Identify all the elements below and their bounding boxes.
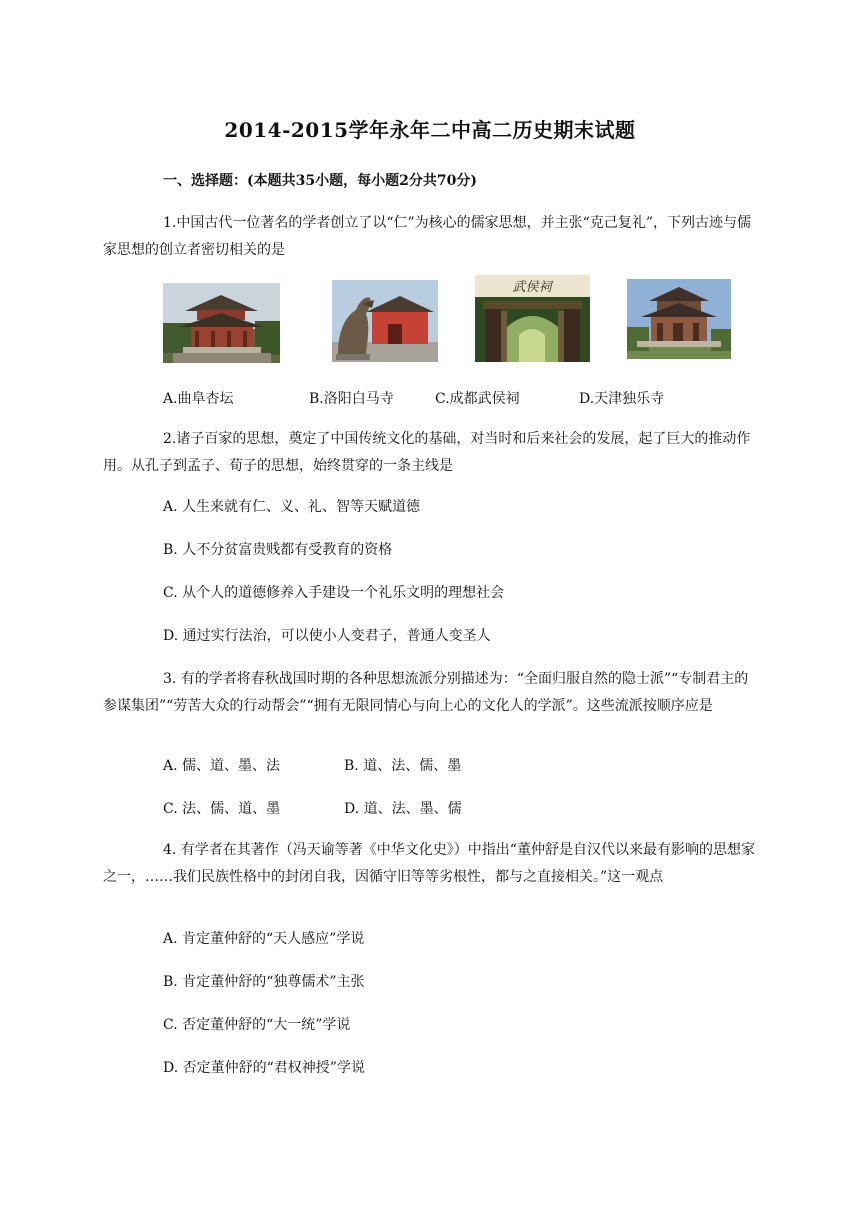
dule-temple-photo xyxy=(627,279,731,359)
q4-option-b[interactable]: B. 肯定董仲舒的“独尊儒术”主张 xyxy=(163,974,365,990)
question-4-stem: 4. 有学者在其著作（冯天谕等著《中华文化史》）中指出“董仲舒是自汉代以来最有影响的思想家之一，……我们民族性格中的封闭自我，因循守旧等等劣根性，都与之直接相关。”这一观点 xyxy=(103,842,755,885)
q2-option-c[interactable]: C. 从个人的道德修养入手建设一个礼乐文明的理想社会 xyxy=(163,585,505,601)
q2-option-b[interactable]: B. 人不分贫富贵贱都有受教育的资格 xyxy=(163,542,393,558)
option-b[interactable]: B.洛阳白马寺 xyxy=(309,391,394,407)
section-heading: 一、选择题：(本题共35小题，每小题2分共70分) xyxy=(163,173,477,189)
q2-option-d[interactable]: D. 通过实行法治，可以使小人变君子，普通人变圣人 xyxy=(163,628,491,644)
question-1-images xyxy=(0,275,860,365)
q3-option-d[interactable]: D. 道、法、墨、儒 xyxy=(344,801,462,817)
q3-options-row-2 xyxy=(163,798,462,818)
option-c[interactable]: C.成都武侯祠 xyxy=(435,391,520,407)
question-2-stem: 2.诸子百家的思想，奠定了中国传统文化的基础，对当时和后来社会的发展，起了巨大的推动作用。从孔子到孟子、荀子的思想，始终贯穿的一条主线是 xyxy=(103,431,751,474)
q3-option-b[interactable]: B. 道、法、儒、墨 xyxy=(344,758,462,774)
wuhou-shrine-photo xyxy=(475,275,590,362)
q4-option-c[interactable]: C. 否定董仲舒的“大一统”学说 xyxy=(163,1017,351,1033)
xingtan-pavilion-photo xyxy=(163,283,280,363)
question-1-stem: 1.中国古代一位著名的学者创立了以“仁”为核心的儒家思想，并主张“克己复礼”，下列古迹与儒家思想的创立者密切相关的是 xyxy=(103,215,751,258)
option-a[interactable]: A.曲阜杏坛 xyxy=(163,391,234,407)
q3-options-row-1 xyxy=(163,755,461,775)
option-d[interactable]: D.天津独乐寺 xyxy=(579,391,665,407)
q4-option-a[interactable]: A. 肯定董仲舒的“天人感应”学说 xyxy=(163,931,365,947)
q4-option-d[interactable]: D. 否定董仲舒的“君权神授”学说 xyxy=(163,1060,365,1076)
question-3-stem: 3. 有的学者将春秋战国时期的各种思想流派分别描述为：“全面归服自然的隐士派”“专制君主的参谋集团”“劳苦大众的行动帮会”“拥有无限同情心与向上心的文化人的学派”。这些流派按顺序应是 xyxy=(103,671,749,714)
q3-option-a[interactable]: A. 儒、道、墨、法 xyxy=(163,758,281,774)
shrine-banner-text: 武侯祠 xyxy=(512,280,552,295)
exam-title: 2014-2015学年永年二中高二历史期末试题 xyxy=(224,118,636,142)
q2-option-a[interactable]: A. 人生来就有仁、义、礼、智等天赋道德 xyxy=(163,499,421,515)
q3-option-c[interactable]: C. 法、儒、道、墨 xyxy=(163,801,281,817)
white-horse-temple-photo xyxy=(332,280,438,362)
